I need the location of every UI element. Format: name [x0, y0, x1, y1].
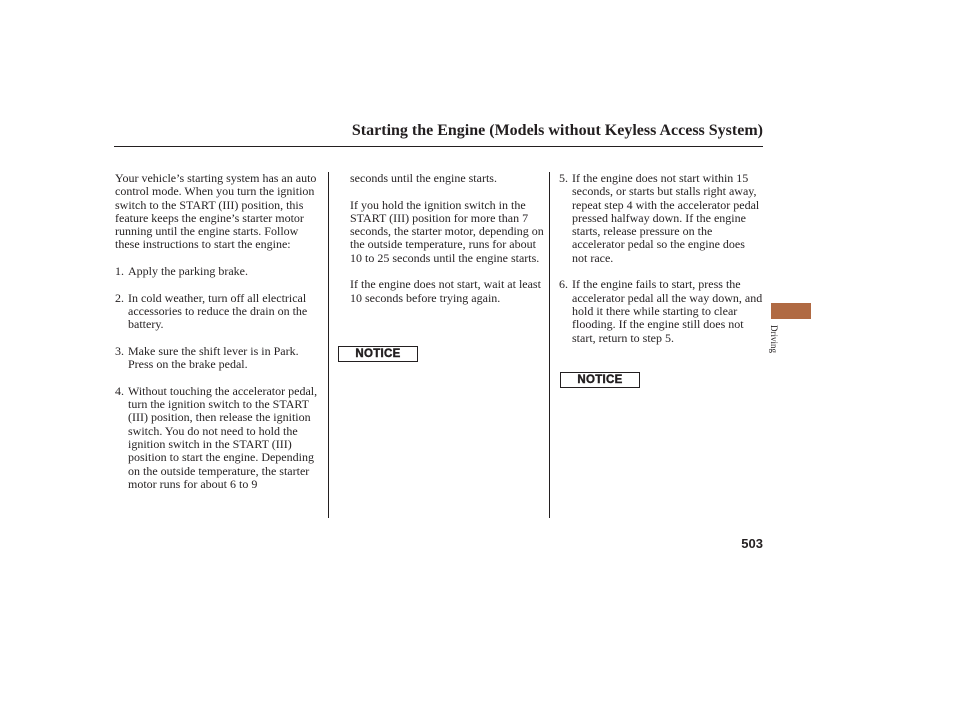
list-item	[115, 292, 322, 332]
step-text: Without touching the accelerator pedal, turn the ignition switch to the START (III) position, then release the ignition switch. You do not need to hold the ignition switch in the START (III) position to start the engine. Depending on the outside temperature, the starter motor runs for about 6 to 9	[128, 383, 318, 491]
step-text: Make sure the shift lever is in Park. Press on the brake pedal.	[128, 343, 299, 372]
step-text: In cold weather, turn off all electrical accessories to reduce the drain on the battery.	[128, 290, 308, 332]
column-divider-2	[549, 172, 550, 518]
list-item	[559, 278, 763, 344]
step-number: 2.	[115, 290, 124, 305]
section-tab-label: Driving	[769, 325, 779, 353]
page-title: Starting the Engine (Models without Keyless Access System)	[351, 122, 763, 139]
step-number: 6.	[559, 277, 568, 292]
step-number: 1.	[115, 264, 124, 279]
column-3	[559, 172, 763, 358]
intro-paragraph: Your vehicle’s starting system has an auto control mode. When you turn the ignition switch to the START (III) position, this feature keeps the engine’s starter motor running until the engine starts. Follow these instructions to start the engine:	[115, 171, 317, 252]
column-1	[115, 172, 322, 504]
step-text: If the engine fails to start, press the accelerator pedal all the way down, and hold it there while starting to clear flooding. If the engine still does not start, return to step 5.	[572, 277, 763, 345]
list-item	[559, 172, 763, 265]
title-rule	[114, 146, 763, 147]
list-item	[115, 265, 322, 278]
step-number: 3.	[115, 343, 124, 358]
list-item	[115, 385, 322, 491]
notice-label: NOTICE	[560, 372, 640, 388]
column-2	[350, 172, 544, 318]
step-number: 5.	[559, 171, 568, 185]
step-text: If the engine does not start within 15 seconds, or starts but stalls right away, repeat step 4 with the accelerator pedal pressed halfway down. If the engine starts, release pressure on the accelerator pedal so the engine does not race.	[572, 171, 760, 265]
step-text: Apply the parking brake.	[128, 264, 248, 279]
column-divider-1	[328, 172, 329, 518]
paragraph: seconds until the engine starts.	[350, 171, 497, 185]
page-number: 503	[741, 536, 763, 551]
paragraph: If you hold the ignition switch in the START (III) position for more than 7 seconds, the starter motor, depending on the outside temperature, runs for about 10 to 25 seconds until the engine starts.	[350, 197, 544, 265]
step-number: 4.	[115, 383, 124, 398]
notice-label: NOTICE	[338, 346, 418, 362]
list-item	[115, 345, 322, 372]
section-tab	[771, 303, 811, 319]
paragraph: If the engine does not start, wait at least 10 seconds before trying again.	[350, 277, 541, 305]
